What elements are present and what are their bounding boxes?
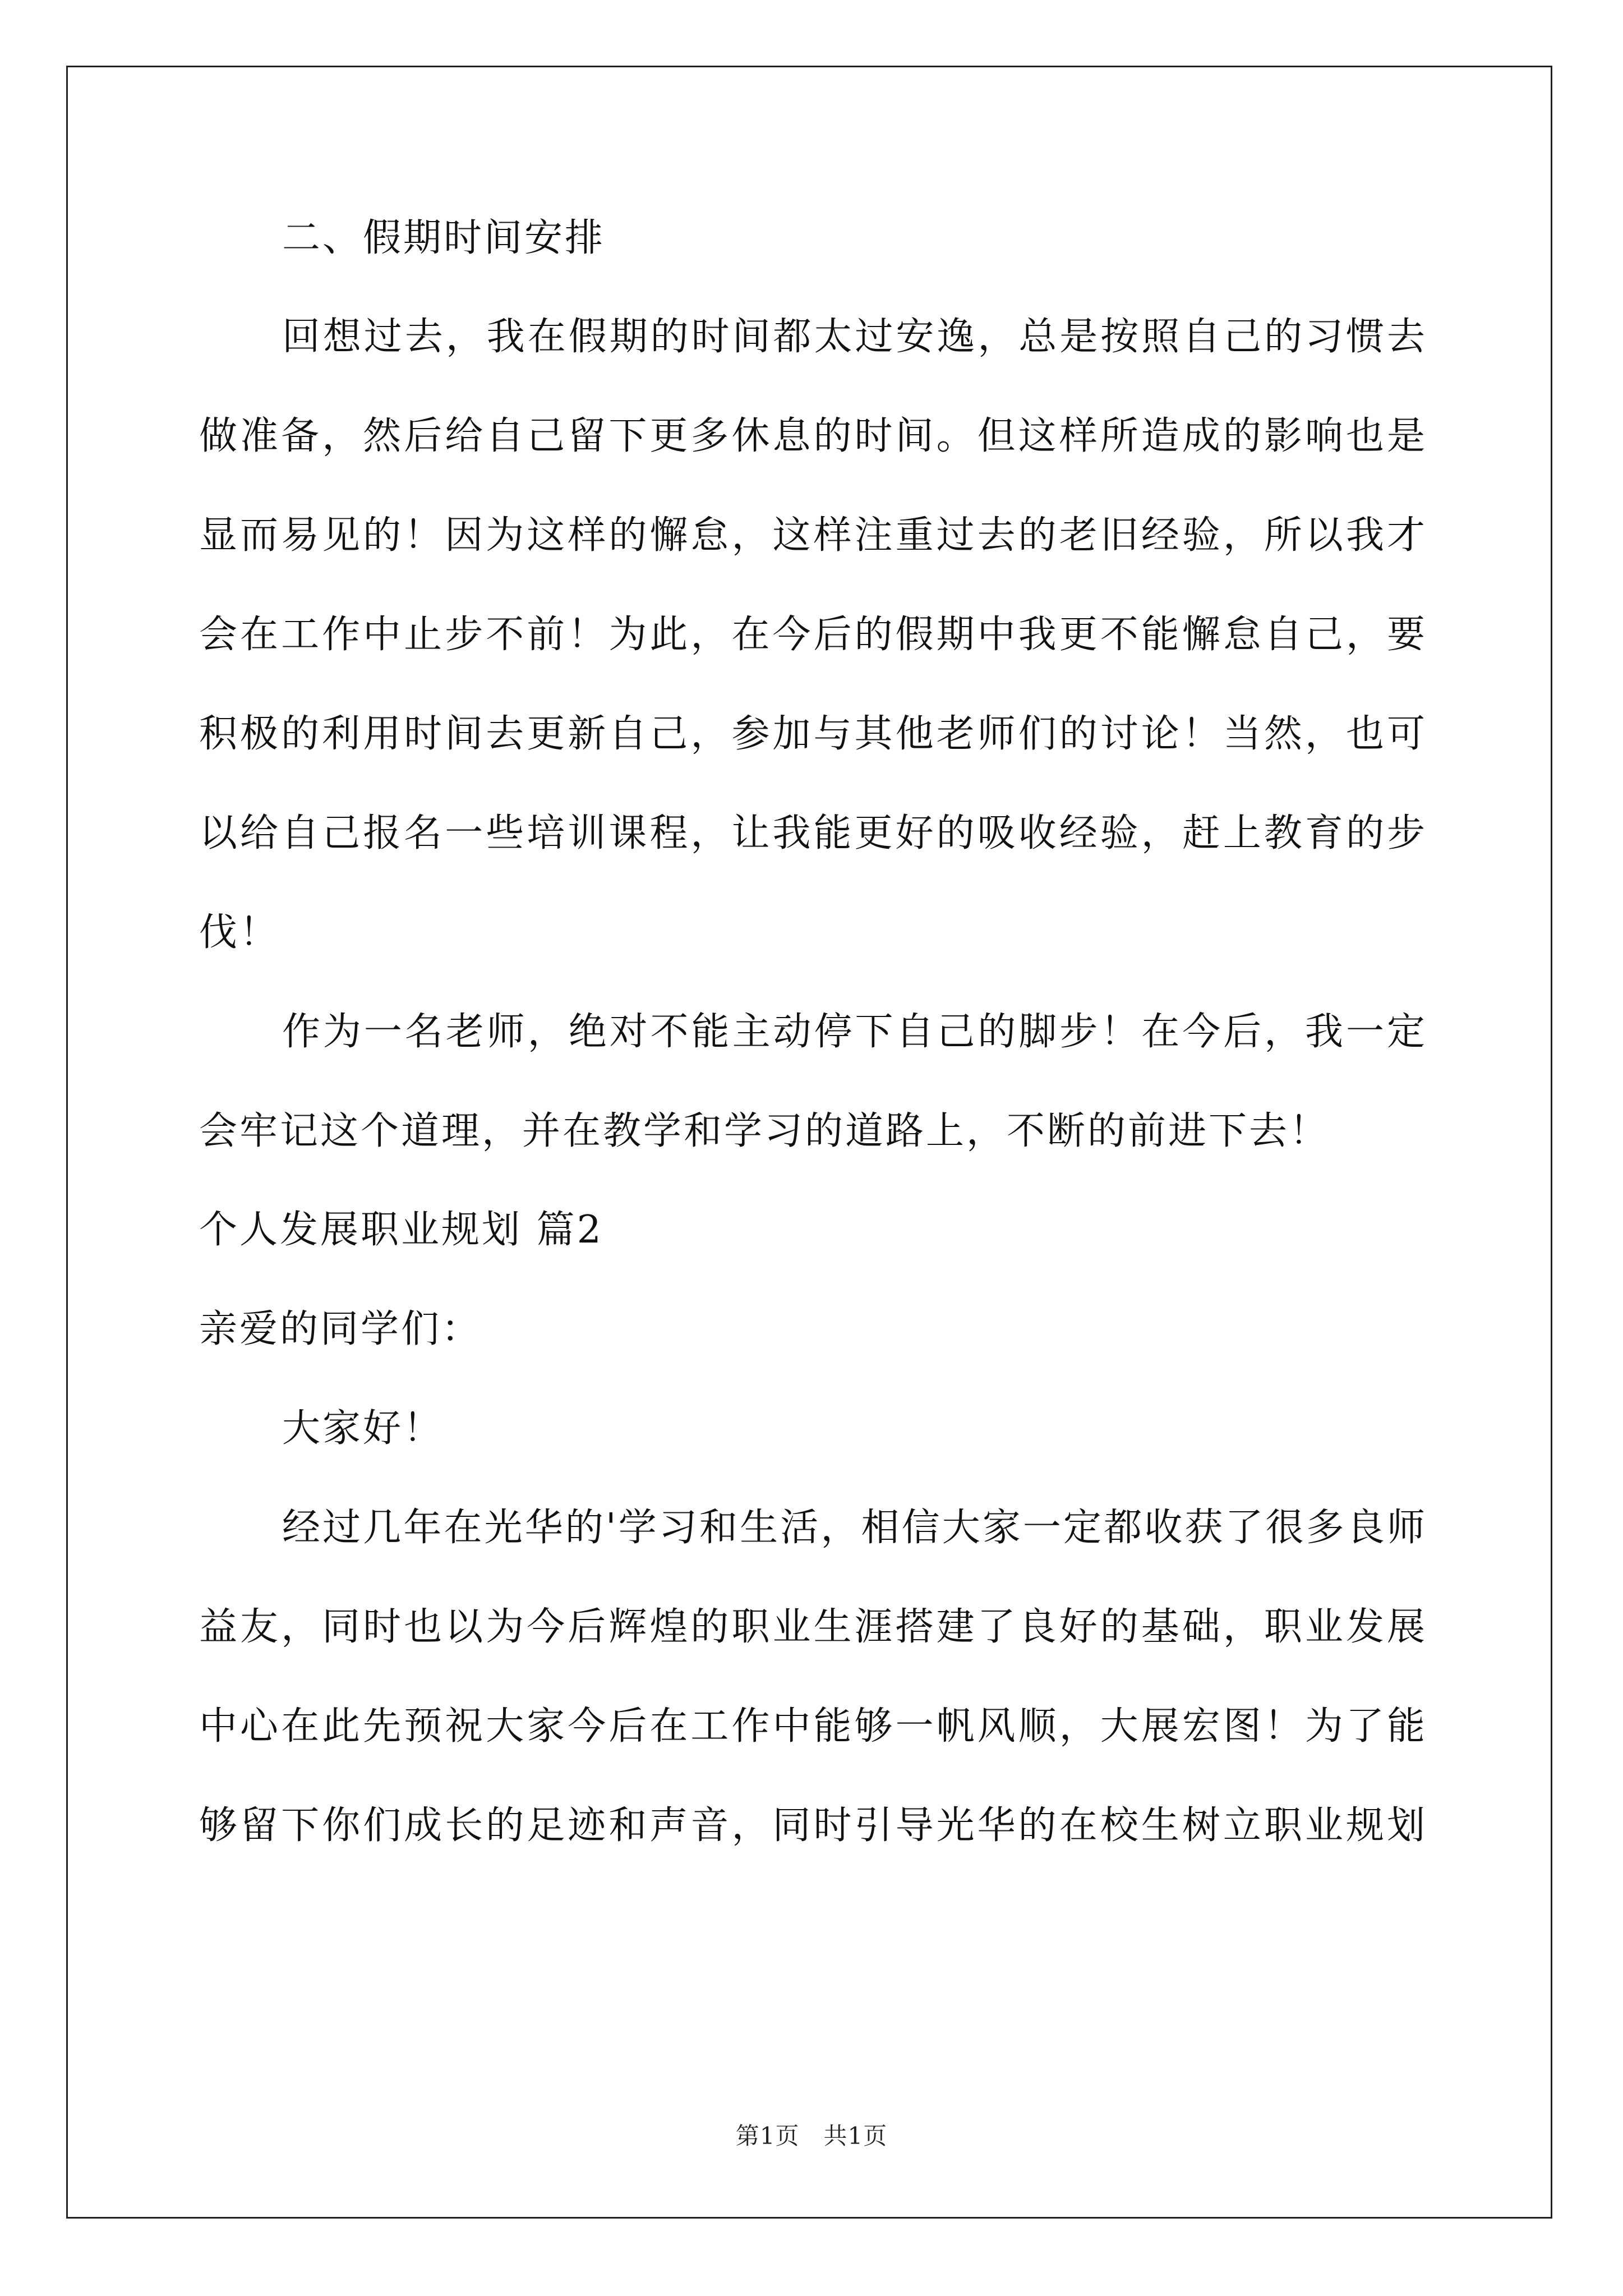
paragraph-line: 积极的利用时间去更新自己，参加与其他老师们的讨论！当然，也可 [199, 712, 1427, 756]
salutation: 亲爱的同学们： [199, 1307, 482, 1351]
paragraph-line: 经过几年在光华的'学习和生活，相信大家一定都收获了很多良师 [282, 1506, 1427, 1550]
paragraph-line: 回想过去，我在假期的时间都太过安逸，总是按照自己的习惯去 [282, 315, 1427, 359]
section-heading: 二、假期时间安排 [282, 216, 606, 260]
paragraph-line: 显而易见的！因为这样的懈怠，这样注重过去的老旧经验，所以我才 [199, 513, 1427, 558]
paragraph-line: 中心在此先预祝大家今后在工作中能够一帆风顺，大展宏图！为了能 [199, 1704, 1427, 1749]
paragraph-line: 作为一名老师，绝对不能主动停下自己的脚步！在今后，我一定 [282, 1010, 1427, 1054]
paragraph-line: 会在工作中止步不前！为此，在今后的假期中我更不能懈怠自己，要 [199, 613, 1427, 657]
paragraph-line: 伐！ [199, 910, 280, 955]
paragraph-line: 会牢记这个道理，并在教学和学习的道路上，不断的前进下去！ [199, 1109, 1330, 1153]
greeting: 大家好！ [282, 1406, 444, 1451]
paragraph-line: 够留下你们成长的足迹和声音，同时引导光华的在校生树立职业规划 [199, 1803, 1427, 1848]
article-title: 个人发展职业规划 篇2 [199, 1208, 603, 1252]
paragraph-line: 益友，同时也以为今后辉煌的职业生涯搭建了良好的基础，职业发展 [199, 1605, 1427, 1649]
paragraph-line: 做准备，然后给自己留下更多休息的时间。但这样所造成的影响也是 [199, 414, 1427, 458]
page-number-footer: 第1页 共1页 [735, 2122, 888, 2150]
paragraph-line: 以给自己报名一些培训课程，让我能更好的吸收经验，赶上教育的步 [199, 811, 1427, 855]
